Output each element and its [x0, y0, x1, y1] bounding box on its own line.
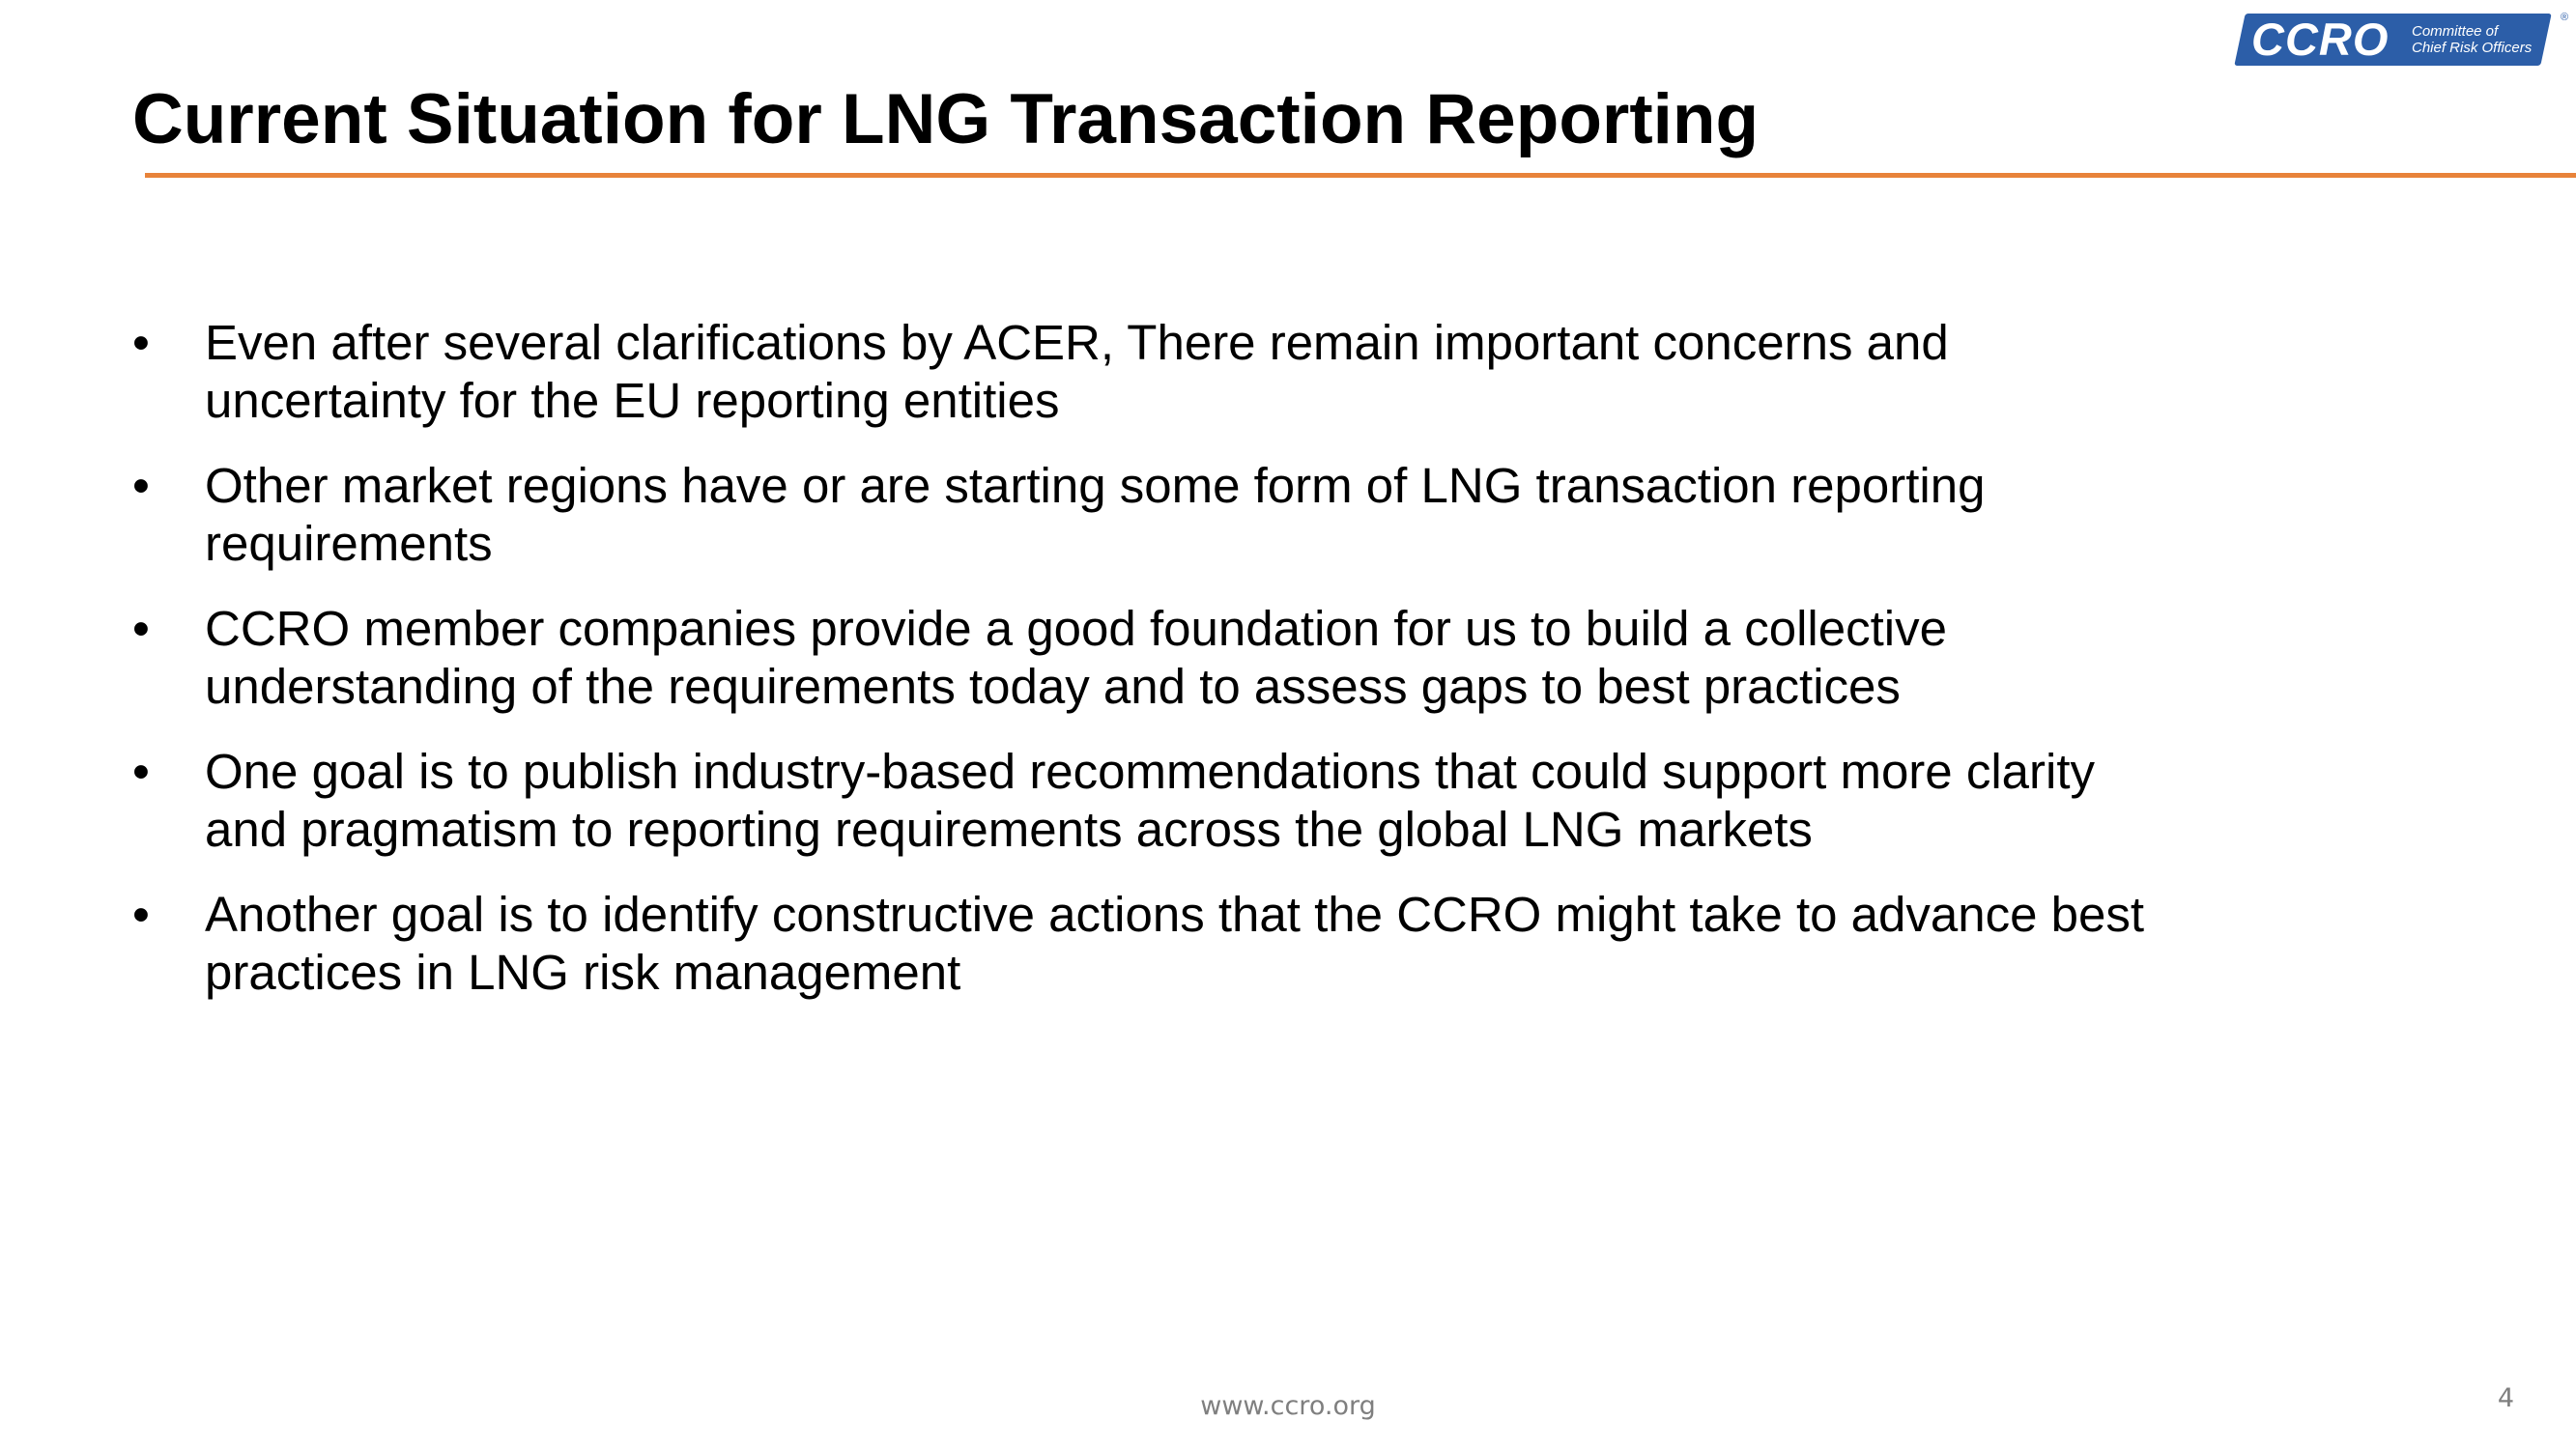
ccro-logo — [2232, 14, 2546, 66]
bullet-text-line: practices in LNG risk management — [205, 945, 961, 1000]
bullet-text-line: One goal is to publish industry-based recommendations that could support more clarity — [205, 744, 2096, 799]
bullet-list — [132, 314, 2451, 1029]
bullet-dot: • — [132, 887, 150, 942]
bullet-item — [132, 457, 2451, 573]
bullet-text-line: requirements — [205, 516, 493, 571]
bullet-text-line: Other market regions have or are starting some form of LNG transaction reporting — [205, 458, 1986, 513]
slide-title: Current Situation for LNG Transaction Reporting — [132, 80, 1760, 158]
registered-mark: ® — [2561, 12, 2569, 23]
title-underline — [145, 173, 2576, 178]
bullet-item — [132, 314, 2451, 430]
bullet-text-line: Another goal is to identify constructive actions that the CCRO might take to advance best — [205, 887, 2145, 942]
logo-mark: CCRO — [2251, 14, 2390, 65]
bullet-item — [132, 743, 2451, 859]
bullet-text-line: CCRO member companies provide a good foundation for us to build a collective — [205, 601, 1947, 656]
bullet-item — [132, 886, 2451, 1002]
bullet-text-line: Even after several clarifications by ACER, There remain important concerns and — [205, 315, 1949, 370]
bullet-dot: • — [132, 601, 150, 656]
page-number: 4 — [2497, 1383, 2514, 1413]
bullet-text-line: uncertainty for the EU reporting entities — [205, 373, 1060, 428]
bullet-dot: • — [132, 315, 150, 370]
bullet-dot: • — [132, 744, 150, 799]
bullet-item — [132, 600, 2451, 716]
bullet-dot: • — [132, 458, 150, 513]
bullet-text-line: understanding of the requirements today and to assess gaps to best practices — [205, 659, 1901, 714]
logo-tagline: Committee of Chief Risk Officers — [2412, 23, 2533, 56]
bullet-text-line: and pragmatism to reporting requirements across the global LNG markets — [205, 802, 1813, 857]
footer-url: www.ccro.org — [1200, 1391, 1376, 1421]
